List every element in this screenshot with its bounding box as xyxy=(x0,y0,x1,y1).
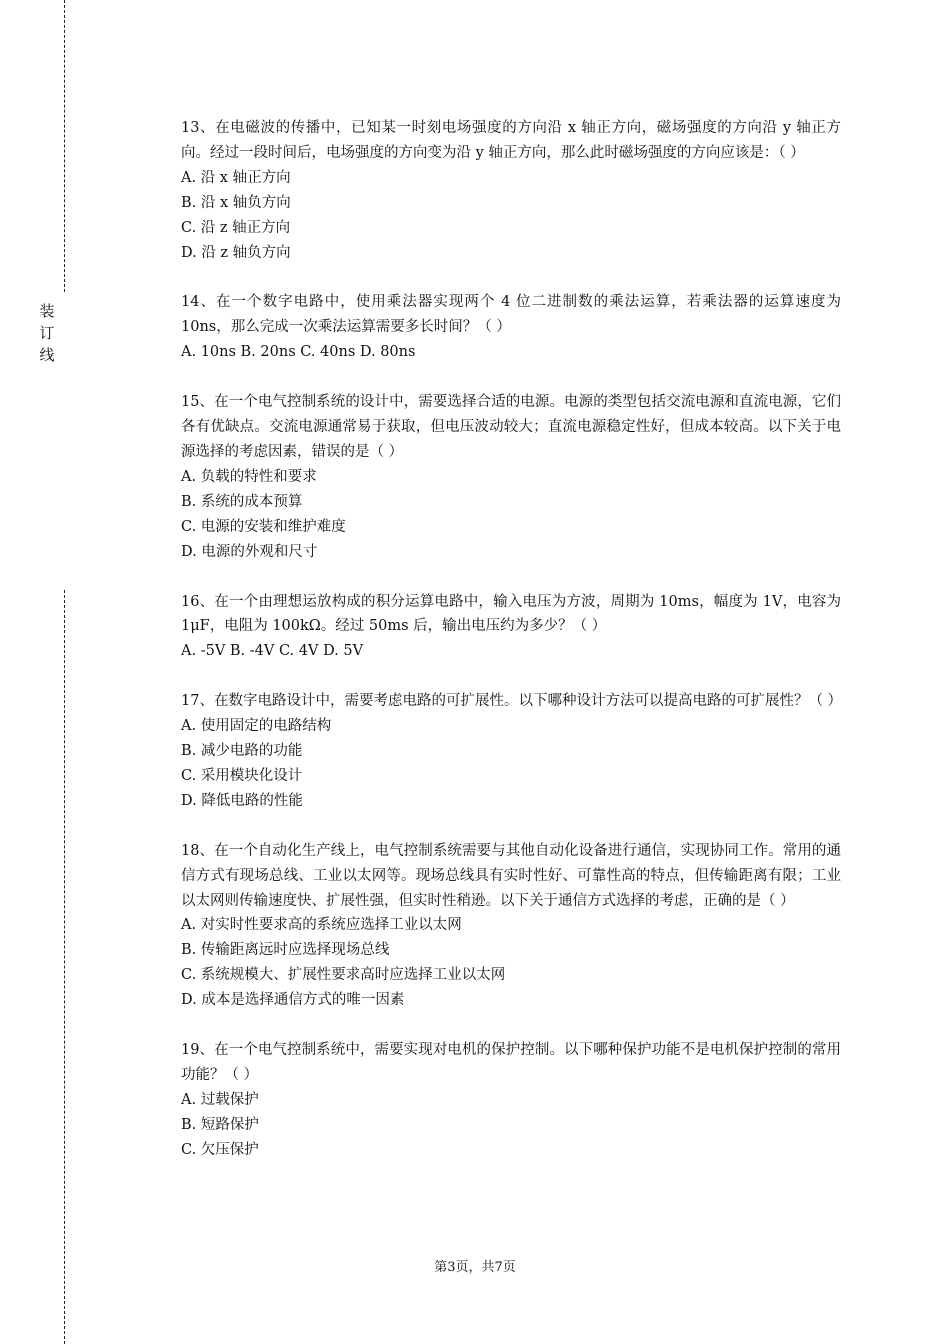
question-option: A. 10ns B. 20ns C. 40ns D. 80ns xyxy=(181,344,416,361)
question-option: B. 减少电路的功能 xyxy=(181,743,303,760)
question-option: B. 短路保护 xyxy=(181,1116,259,1133)
question-13 xyxy=(181,116,841,265)
question-option: A. -5V B. -4V C. 4V D. 5V xyxy=(181,643,364,660)
binding-dashed-line-top xyxy=(64,0,65,292)
question-option: A. 对实时性要求高的系统应选择工业以太网 xyxy=(181,917,462,934)
question-15 xyxy=(181,390,841,564)
question-option: D. 降低电路的性能 xyxy=(181,792,303,809)
question-14 xyxy=(181,290,841,365)
binding-char: 装 xyxy=(39,302,55,320)
page-number-footer: 第3页，共7页 xyxy=(434,1260,516,1275)
question-option: D. 沿 z 轴负方向 xyxy=(181,244,291,261)
question-option: C. 欠压保护 xyxy=(181,1141,259,1158)
question-option: B. 沿 x 轴负方向 xyxy=(181,194,291,211)
question-19 xyxy=(181,1038,841,1163)
exam-content xyxy=(181,116,841,1188)
question-option: C. 系统规模大、扩展性要求高时应选择工业以太网 xyxy=(181,967,506,984)
question-stem: 15、在一个电气控制系统的设计中，需要选择合适的电源。电源的类型包括交流电源和直流电源，它们各有优缺点。交流电源通常易于获取，但电压波动较大；直流电源稳定性好，但成本较高。以下关于电源选择的考虑因素，错误的是（ ） xyxy=(181,394,841,460)
question-option: B. 传输距离远时应选择现场总线 xyxy=(181,942,390,959)
question-option: D. 成本是选择通信方式的唯一因素 xyxy=(181,992,405,1009)
binding-label xyxy=(36,300,58,366)
question-stem: 13、在电磁波的传播中，已知某一时刻电场强度的方向沿 x 轴正方向，磁场强度的方向沿 y 轴正方向。经过一段时间后，电场强度的方向变为沿 y 轴正方向，那么此时磁场强度的方向应该是：（ ） xyxy=(181,120,841,161)
question-option: C. 电源的安装和维护难度 xyxy=(181,518,346,535)
binding-char: 订 xyxy=(39,324,55,342)
question-option: D. 电源的外观和尺寸 xyxy=(181,543,318,560)
question-option: A. 沿 x 轴正方向 xyxy=(181,169,291,186)
binding-dashed-line-bottom xyxy=(64,590,65,1344)
question-stem: 18、在一个自动化生产线上，电气控制系统需要与其他自动化设备进行通信，实现协同工作。常用的通信方式有现场总线、工业以太网等。现场总线具有实时性好、可靠性高的特点，但传输距离有限；工业以太网则传输速度快、扩展性强，但实时性稍逊。以下关于通信方式选择的考虑，正确的是（ ） xyxy=(181,842,841,909)
question-18 xyxy=(181,839,841,1013)
question-option: A. 使用固定的电路结构 xyxy=(181,718,332,735)
question-stem: 16、在一个由理想运放构成的积分运算电路中，输入电压为方波，周期为 10ms，幅度为 1V，电容为 1μF，电阻为 100kΩ。经过 50ms 后，输出电压约为多少？（ ） xyxy=(181,593,841,635)
binding-char: 线 xyxy=(39,346,55,364)
question-17 xyxy=(181,689,841,814)
question-stem: 17、在数字电路设计中，需要考虑电路的可扩展性。以下哪种设计方法可以提高电路的可扩展性？（ ） xyxy=(181,693,843,710)
question-option: C. 沿 z 轴正方向 xyxy=(181,219,291,236)
question-option: A. 过载保护 xyxy=(181,1091,259,1108)
question-option: B. 系统的成本预算 xyxy=(181,493,303,510)
question-stem: 14、在一个数字电路中，使用乘法器实现两个 4 位二进制数的乘法运算，若乘法器的运算速度为 10ns，那么完成一次乘法运算需要多长时间？（ ） xyxy=(181,294,841,336)
question-option: A. 负载的特性和要求 xyxy=(181,468,317,485)
question-option: C. 采用模块化设计 xyxy=(181,767,303,784)
question-stem: 19、在一个电气控制系统中，需要实现对电机的保护控制。以下哪种保护功能不是电机保护控制的常用功能？（ ） xyxy=(181,1042,841,1083)
question-16 xyxy=(181,590,841,665)
